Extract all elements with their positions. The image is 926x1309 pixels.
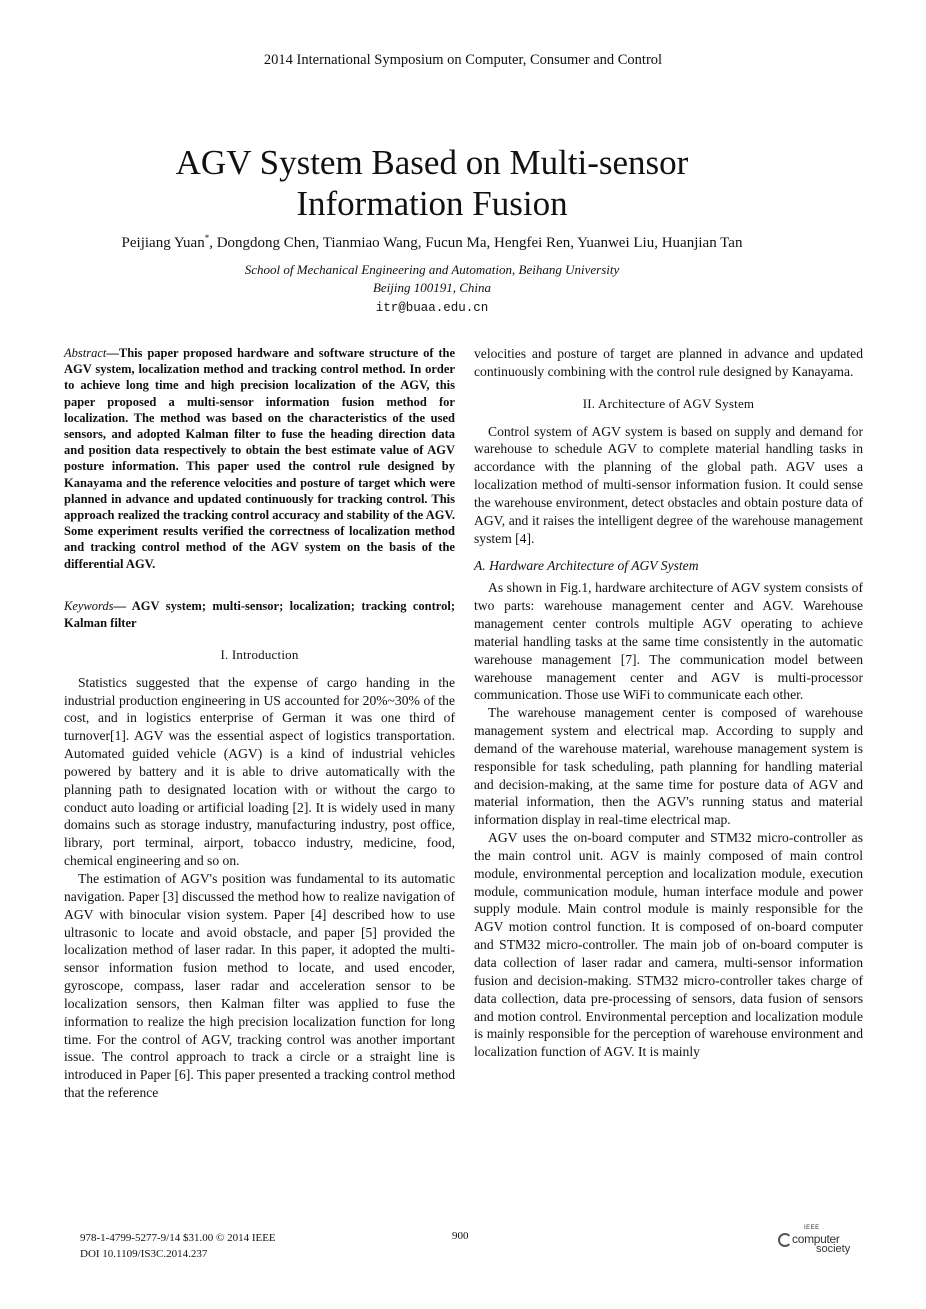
subsection-a-heading: A. Hardware Architecture of AGV System (474, 558, 699, 574)
other-authors: , Dongdong Chen, Tianmiao Wang, Fucun Ma, Hengfei Ren, Yuanwei Liu, Huanjian Tan (209, 235, 743, 251)
hardware-paragraph-3: AGV uses the on-board computer and STM32 micro-controller as the main control unit. AGV is mainly composed of main control module, environmental perception and localization module, execution module, communication module, human interface module and power supply module. Main control module is mainly responsible for the AGV motion control function. It is composed of on-board computer and STM32 micro-controller. The main job of on-board computer is data collection of laser radar and camera, multi-sensor information fusion and decision-making. STM32 micro-controller takes charge of data collection, data pre-processing of sensors, data fusion of sensors and motion control. Environmental perception and localization module is mainly responsible for the perception of warehouse environment and localization function of AGV. It is mainly (474, 830, 863, 1060)
footer-info (80, 1230, 276, 1262)
section-1-heading: I. Introduction (220, 646, 299, 662)
corresponding-mark: * (204, 233, 210, 243)
logo-ieee-text: IEEE (804, 1225, 820, 1231)
computer-society-logo (778, 1225, 868, 1255)
title-line-1: AGV System Based on Multi-sensor (175, 143, 689, 182)
keywords-label: Keywords (64, 598, 114, 613)
keywords-text: AGV system; multi-sensor; localization; tracking control; Kalman filter (64, 598, 455, 630)
logo-computer-text: computer (792, 1232, 840, 1246)
keywords-dash: — (113, 598, 127, 613)
author-list (0, 233, 864, 252)
logo-society-text: society (816, 1243, 851, 1255)
right-column (474, 345, 863, 1061)
section-2-heading: II. Architecture of AGV System (582, 395, 755, 411)
hardware-paragraph-2: The warehouse management center is composed of warehouse management system and electrical map. According to supply and demand of the warehouse material, warehouse management system is responsible for task scheduling, path planning for handling material and decision-making, at the same time for posture data of AGV and material information, then the AGV's running status and material information display in real-time electrical map. (474, 705, 863, 828)
first-author: Peijiang Yuan (121, 235, 205, 251)
author-email: itr@buaa.edu.cn (375, 301, 489, 315)
abstract (64, 345, 455, 572)
page-number: 900 (452, 1230, 469, 1242)
intro-paragraph-2: The estimation of AGV's position was fundamental to its automatic navigation. Paper [3] discussed the method how to realize navigation of AGV with binocular vision system. Paper [4] described how to use ultrasonic to locate and avoid obstacle, and paper [5] provided the localization method of laser radar. In this paper, it adopted the multi-sensor information fusion method to locate, and used encoder, gyroscope, compass, laser radar and acceleration sensor to be localization sensors, then Kalman filter was applied to fuse the information to realize the high precision localization function for long time. For the control of AGV, tracking control was another important issue. The control approach to track a circle or a straight line is introduced in Paper [6]. This paper presented a tracking control method that the reference (64, 870, 455, 1101)
isbn-line: 978-1-4799-5277-9/14 $31.00 © 2014 IEEE (80, 1232, 276, 1244)
affiliation-line-1: School of Mechanical Engineering and Automation, Beihang University (244, 262, 620, 277)
paper-title (0, 142, 864, 224)
continuation-paragraph: velocities and posture of target are planned in advance and updated continuously combining with the control rule designed by Kanayama. (474, 346, 863, 379)
affiliation-line-2: Beijing 100191, China (372, 280, 492, 295)
intro-paragraph-1: Statistics suggested that the expense of cargo handing in the industrial production engineering in US accounted for 20%~30% of the cost, and in logistics enterprise of German it was one third of turnover[1]. AGV was the essential aspect of logistics transportation. Automated guided vehicle (AGV) is a kind of industrial vehicles powered by battery and it is able to drive automatically with the planning path to designated location with or without the cargo to conduct auto loading or artificial loading [2]. It is widely used in many domains such as storage industry, manufacturing industry, post office, library, port terminal, airport, tobacco industry, medicine, food, chemical engineering and so on. (64, 674, 455, 869)
abstract-text: This paper proposed hardware and software structure of the AGV system, localization method and tracking control method. In order to achieve long time and high precision localization of the AGV, this paper proposed a multi-sensor information fusion method for localization. The method was based on the characteristics of the used sensors, and adopted Kalman filter to fuse the heading direction data and position data respectively to obtain the best estimate value of AGV posture information. This paper used the control rule designed by Kanayama and the reference velocities and posture of target which were planned in advance and updated continuously for tracking control. This approach realized the tracking control accuracy and stability of the AGV. Some experiment results verified the correctness of localization method and tracking control method of the AGV system on the basis of the differential AGV. (64, 346, 455, 571)
title-line-2: Information Fusion (296, 184, 568, 223)
left-column (64, 345, 455, 1102)
doi-line: DOI 10.1109/IS3C.2014.237 (80, 1248, 208, 1260)
conference-header: 2014 International Symposium on Computer, Consumer and Control (263, 52, 663, 68)
logo-swirl-icon (778, 1233, 792, 1247)
abstract-dash: — (106, 346, 119, 360)
keywords (64, 598, 455, 632)
hardware-paragraph-1: As shown in Fig.1, hardware architecture of AGV system consists of two parts: warehouse management center and AGV. Warehouse management center controls multiple AGV operating to achieve material handling tasks at the same time consistently in the automatic warehouse management [7]. The communication model between warehouse management center and AGV is multi-processor communication. Those use WiFi to communicate each other. (474, 580, 863, 703)
architecture-paragraph-1: Control system of AGV system is based on supply and demand for warehouse to schedule AGV to complete material handling tasks in accordance with the planning of the global path. AGV uses a localization method of multi-sensor information fusion. It could sense the warehouse environment, detect obstacles and obtain posture data of AGV, and it raises the intelligent degree of the warehouse management system [4]. (474, 423, 863, 546)
abstract-label: Abstract (64, 346, 107, 360)
